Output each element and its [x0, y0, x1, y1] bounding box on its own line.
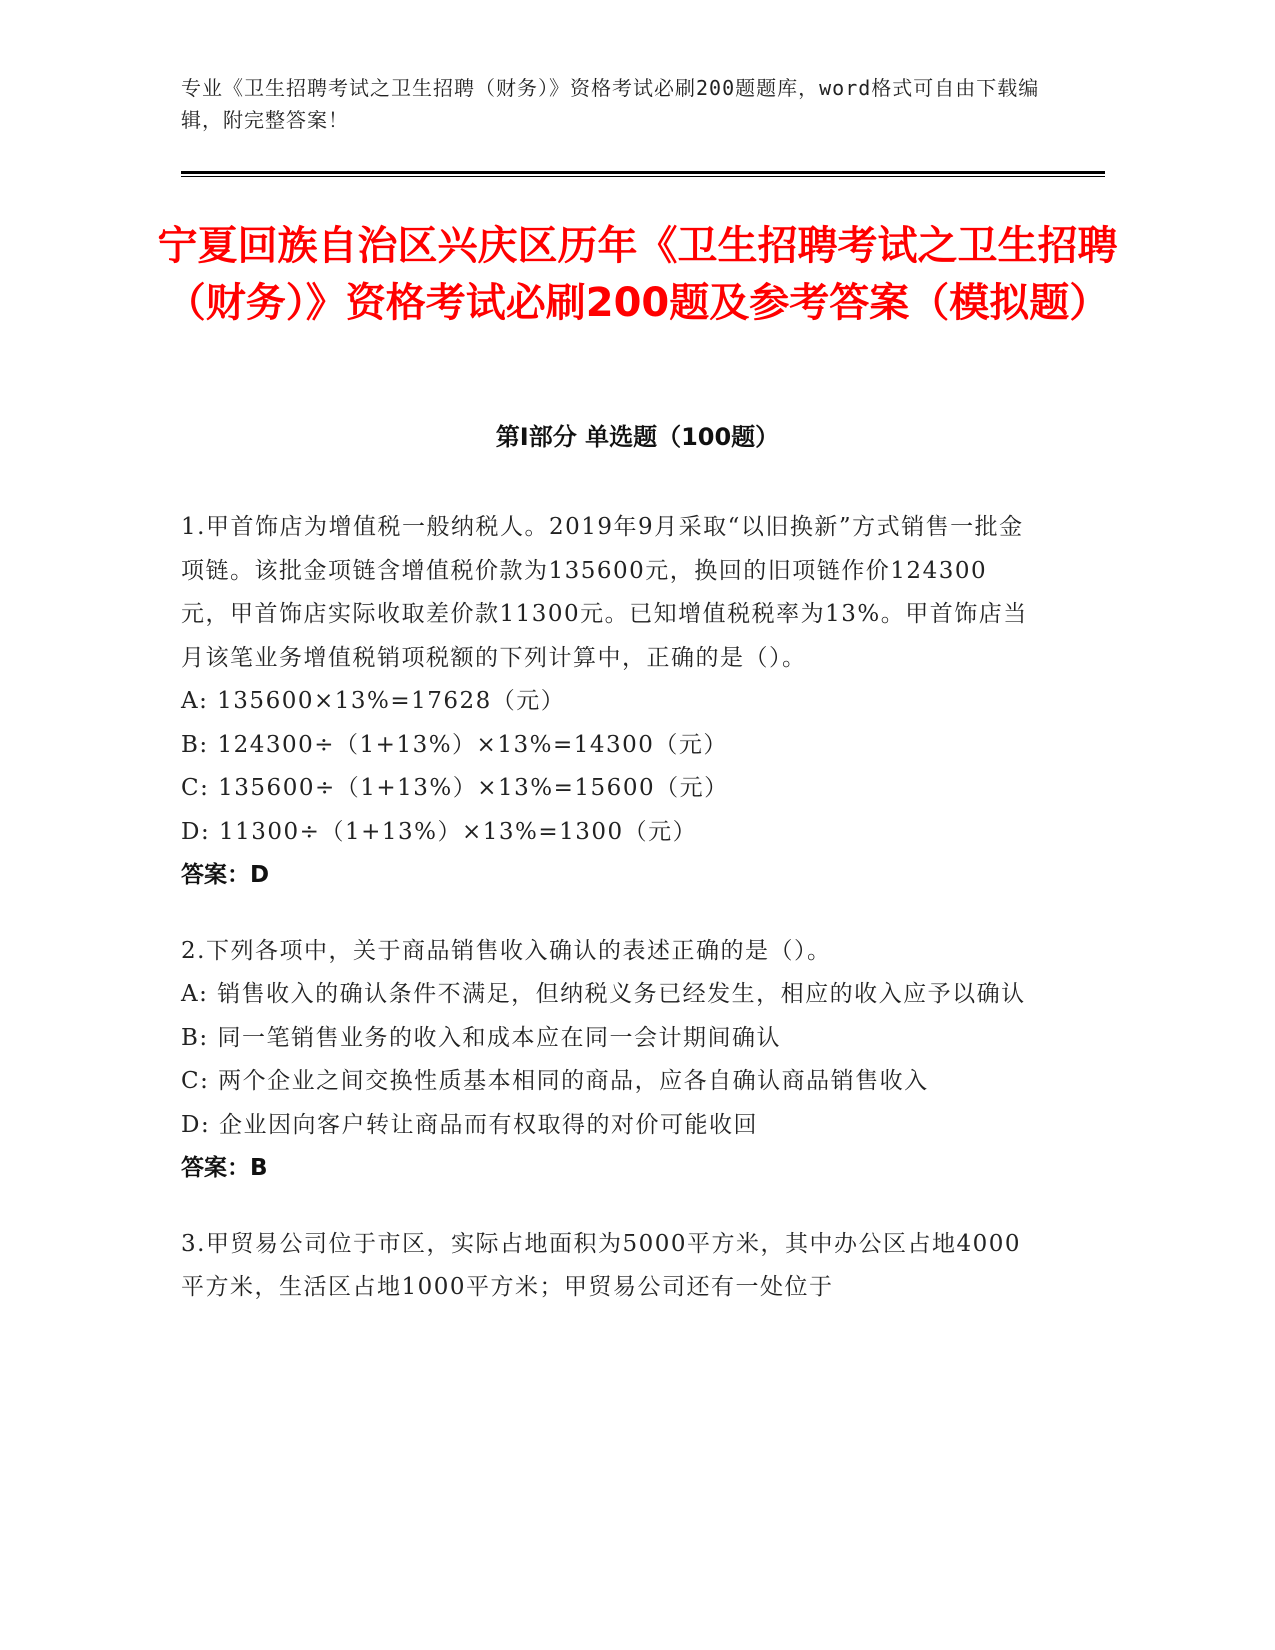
option-a: A: 销售收入的确认条件不满足，但纳税义务已经发生，相应的收入应予以确认: [181, 981, 1026, 1007]
question-stem: 3.甲贸易公司位于市区，实际占地面积为5000平方米，其中办公区占地4000平方米，生活区占地1000平方米；甲贸易公司还有一处位于: [181, 1230, 1022, 1300]
answer-line: 答案：D: [181, 862, 270, 888]
question-list: [181, 506, 1031, 1342]
option-c: C: 135600÷（1+13%）×13%=15600（元）: [181, 775, 729, 801]
header-note: 专业《卫生招聘考试之卫生招聘（财务）》资格考试必刷200题题库，word格式可自由下载编辑，附完整答案！: [181, 76, 1040, 132]
question-stem: 1.甲首饰店为增值税一般纳税人。2019年9月采取“以旧换新”方式销售一批金项链。该批金项链含增值税价款为135600元，换回的旧项链作价124300元，甲首饰店实际收取差价款11300元。已知增值税税率为13%。甲首饰店当月该笔业务增值税销项税额的下列计算中，正确的是（）。: [181, 514, 1028, 671]
answer-line: 答案：B: [181, 1155, 268, 1181]
question-1: [181, 506, 1031, 898]
header-rule-thick: [181, 171, 1105, 174]
option-c: C: 两个企业之间交换性质基本相同的商品，应各自确认商品销售收入: [181, 1068, 929, 1094]
option-d: D: 11300÷（1+13%）×13%=1300（元）: [181, 818, 698, 845]
option-b: B: 124300÷（1+13%）×13%=14300（元）: [181, 731, 728, 758]
option-a: A: 135600×13%=17628（元）: [181, 688, 566, 714]
option-d: D: 企业因向客户转让商品而有权取得的对价可能收回: [181, 1111, 759, 1138]
option-b: B: 同一笔销售业务的收入和成本应在同一会计期间确认: [181, 1024, 781, 1051]
question-stem: 2.下列各项中，关于商品销售收入确认的表述正确的是（）。: [181, 937, 832, 964]
question-2: [181, 930, 1031, 1191]
document-title: 宁夏回族自治区兴庆区历年《卫生招聘考试之卫生招聘（财务）》资格考试必刷200题及参考答案（模拟题）: [157, 223, 1118, 326]
question-3: [181, 1223, 1031, 1310]
header-rule-thin: [181, 176, 1105, 177]
section-heading: 第Ⅰ部分 单选题（100题）: [495, 423, 780, 451]
